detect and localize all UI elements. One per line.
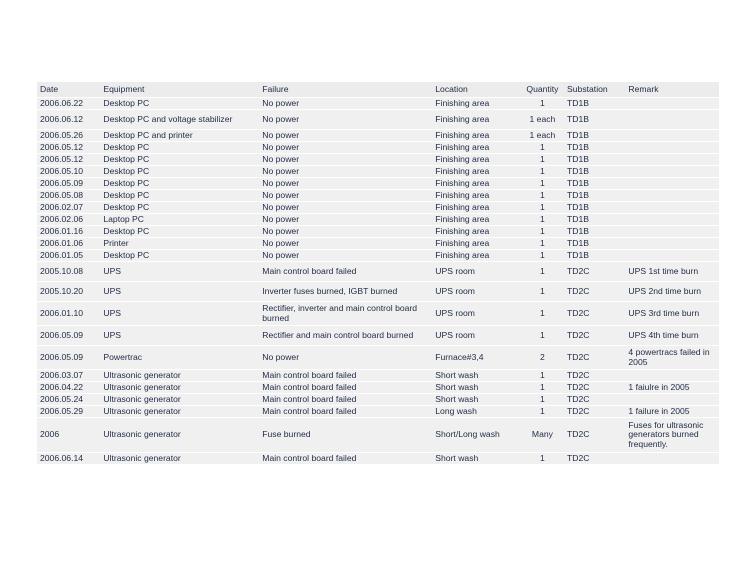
cell-remark (625, 238, 719, 249)
cell-location: Short/Long wash (432, 418, 521, 452)
cell-substation: TD2C (564, 394, 625, 405)
cell-equipment: Ultrasonic generator (100, 370, 259, 381)
cell-substation: TD1B (564, 178, 625, 189)
cell-equipment: Desktop PC and printer (100, 130, 259, 141)
cell-quantity: 1 (521, 166, 564, 177)
cell-equipment: UPS (100, 282, 259, 301)
cell-quantity: 1 each (521, 110, 564, 129)
table-row (37, 110, 719, 129)
cell-remark: 1 failure in 2005 (625, 406, 719, 417)
cell-date: 2006.05.09 (37, 326, 100, 345)
failure-log-table (37, 81, 719, 465)
header-quantity: Quantity (521, 82, 564, 97)
cell-remark (625, 190, 719, 201)
table-row (37, 394, 719, 405)
cell-substation: TD2C (564, 302, 625, 325)
cell-failure: No power (259, 98, 432, 109)
cell-date: 2006.02.06 (37, 214, 100, 225)
cell-failure: Main control board failed (259, 394, 432, 405)
cell-substation: TD2C (564, 406, 625, 417)
cell-failure: Main control board failed (259, 370, 432, 381)
cell-location: Finishing area (432, 142, 521, 153)
cell-substation: TD1B (564, 142, 625, 153)
cell-location: Finishing area (432, 98, 521, 109)
cell-quantity: 1 (521, 238, 564, 249)
cell-location: Finishing area (432, 238, 521, 249)
cell-failure: Main control board failed (259, 382, 432, 393)
cell-failure: Rectifier, inverter and main control board burned (259, 302, 432, 325)
table-header-row (37, 82, 719, 97)
cell-failure: Main control board failed (259, 453, 432, 464)
cell-failure: Main control board failed (259, 262, 432, 281)
cell-remark: UPS 1st time burn (625, 262, 719, 281)
cell-equipment: UPS (100, 262, 259, 281)
cell-quantity: 1 (521, 250, 564, 261)
cell-location: Furnace#3,4 (432, 346, 521, 369)
cell-substation: TD2C (564, 382, 625, 393)
cell-remark: Fuses for ultrasonic generators burned frequently. (625, 418, 719, 452)
header-date: Date (37, 82, 100, 97)
cell-failure: No power (259, 346, 432, 369)
header-equipment: Equipment (100, 82, 259, 97)
table-row (37, 326, 719, 345)
cell-quantity: 1 (521, 142, 564, 153)
cell-substation: TD1B (564, 190, 625, 201)
cell-failure: No power (259, 178, 432, 189)
cell-date: 2006 (37, 418, 100, 452)
cell-remark (625, 142, 719, 153)
cell-substation: TD2C (564, 326, 625, 345)
cell-date: 2006.05.09 (37, 346, 100, 369)
header-substation: Substation (564, 82, 625, 97)
cell-failure: No power (259, 154, 432, 165)
cell-substation: TD2C (564, 453, 625, 464)
cell-date: 2006.05.10 (37, 166, 100, 177)
cell-date: 2006.03.07 (37, 370, 100, 381)
cell-date: 2006.05.29 (37, 406, 100, 417)
cell-quantity: 1 (521, 302, 564, 325)
cell-equipment: Ultrasonic generator (100, 406, 259, 417)
table-row (37, 154, 719, 165)
cell-quantity: 1 (521, 370, 564, 381)
cell-date: 2006.06.14 (37, 453, 100, 464)
cell-remark (625, 110, 719, 129)
table-row (37, 282, 719, 301)
table-row (37, 250, 719, 261)
cell-equipment: Desktop PC and voltage stabilizer (100, 110, 259, 129)
cell-remark (625, 370, 719, 381)
table-row (37, 226, 719, 237)
cell-date: 2006.06.22 (37, 98, 100, 109)
table-row (37, 406, 719, 417)
cell-substation: TD1B (564, 226, 625, 237)
cell-date: 2006.05.26 (37, 130, 100, 141)
cell-equipment: Laptop PC (100, 214, 259, 225)
table-row (37, 370, 719, 381)
cell-location: Finishing area (432, 226, 521, 237)
cell-quantity: 1 (521, 394, 564, 405)
cell-quantity: 1 (521, 282, 564, 301)
cell-failure: No power (259, 250, 432, 261)
cell-failure: No power (259, 202, 432, 213)
cell-substation: TD2C (564, 282, 625, 301)
cell-location: Finishing area (432, 130, 521, 141)
cell-failure: No power (259, 130, 432, 141)
table-row (37, 166, 719, 177)
cell-location: UPS room (432, 282, 521, 301)
table-row (37, 190, 719, 201)
cell-quantity: 1 (521, 178, 564, 189)
cell-remark (625, 250, 719, 261)
cell-quantity: 1 (521, 406, 564, 417)
cell-remark (625, 178, 719, 189)
cell-date: 2006.05.12 (37, 154, 100, 165)
cell-remark: 1 faiulre in 2005 (625, 382, 719, 393)
cell-quantity: 1 (521, 326, 564, 345)
cell-substation: TD2C (564, 346, 625, 369)
cell-location: UPS room (432, 302, 521, 325)
cell-quantity: 1 (521, 226, 564, 237)
cell-failure: No power (259, 166, 432, 177)
cell-equipment: Desktop PC (100, 226, 259, 237)
cell-substation: TD1B (564, 154, 625, 165)
cell-location: UPS room (432, 326, 521, 345)
cell-location: Short wash (432, 453, 521, 464)
table-row (37, 202, 719, 213)
cell-date: 2005.10.08 (37, 262, 100, 281)
cell-remark (625, 394, 719, 405)
failure-log-table-container (37, 81, 719, 465)
cell-date: 2006.06.12 (37, 110, 100, 129)
cell-quantity: Many (521, 418, 564, 452)
cell-date: 2006.01.06 (37, 238, 100, 249)
cell-location: Finishing area (432, 214, 521, 225)
cell-quantity: 1 (521, 214, 564, 225)
cell-equipment: Desktop PC (100, 190, 259, 201)
cell-equipment: Printer (100, 238, 259, 249)
cell-location: Short wash (432, 370, 521, 381)
cell-remark (625, 98, 719, 109)
cell-location: Finishing area (432, 154, 521, 165)
cell-date: 2006.05.12 (37, 142, 100, 153)
cell-location: Finishing area (432, 190, 521, 201)
cell-equipment: Desktop PC (100, 178, 259, 189)
cell-quantity: 2 (521, 346, 564, 369)
cell-equipment: Desktop PC (100, 202, 259, 213)
cell-quantity: 1 (521, 262, 564, 281)
cell-quantity: 1 (521, 98, 564, 109)
cell-failure: No power (259, 214, 432, 225)
cell-equipment: Ultrasonic generator (100, 382, 259, 393)
cell-date: 2006.05.09 (37, 178, 100, 189)
table-row (37, 262, 719, 281)
cell-remark (625, 226, 719, 237)
cell-failure: Fuse burned (259, 418, 432, 452)
table-row (37, 142, 719, 153)
cell-quantity: 1 (521, 190, 564, 201)
table-row (37, 418, 719, 452)
cell-remark: 4 powertracs failed in 2005 (625, 346, 719, 369)
cell-quantity: 1 each (521, 130, 564, 141)
cell-failure: No power (259, 110, 432, 129)
cell-remark (625, 154, 719, 165)
cell-equipment: Desktop PC (100, 250, 259, 261)
cell-quantity: 1 (521, 453, 564, 464)
header-location: Location (432, 82, 521, 97)
cell-location: UPS room (432, 262, 521, 281)
cell-location: Finishing area (432, 178, 521, 189)
cell-location: Finishing area (432, 202, 521, 213)
table-row (37, 238, 719, 249)
cell-equipment: UPS (100, 326, 259, 345)
cell-substation: TD1B (564, 238, 625, 249)
table-row (37, 214, 719, 225)
cell-failure: No power (259, 238, 432, 249)
cell-date: 2006.04.22 (37, 382, 100, 393)
cell-substation: TD1B (564, 250, 625, 261)
cell-equipment: Ultrasonic generator (100, 418, 259, 452)
table-row (37, 98, 719, 109)
cell-failure: No power (259, 190, 432, 201)
table-row (37, 130, 719, 141)
cell-quantity: 1 (521, 202, 564, 213)
cell-substation: TD1B (564, 98, 625, 109)
cell-remark (625, 214, 719, 225)
table-row (37, 453, 719, 464)
cell-remark: UPS 3rd time burn (625, 302, 719, 325)
cell-date: 2006.05.24 (37, 394, 100, 405)
cell-location: Short wash (432, 382, 521, 393)
cell-quantity: 1 (521, 382, 564, 393)
cell-date: 2006.01.05 (37, 250, 100, 261)
cell-remark: UPS 2nd time burn (625, 282, 719, 301)
cell-remark (625, 130, 719, 141)
cell-failure: Rectifier and main control board burned (259, 326, 432, 345)
cell-failure: Main control board failed (259, 406, 432, 417)
cell-substation: TD1B (564, 202, 625, 213)
cell-location: Finishing area (432, 110, 521, 129)
cell-equipment: UPS (100, 302, 259, 325)
cell-equipment: Ultrasonic generator (100, 394, 259, 405)
cell-equipment: Desktop PC (100, 154, 259, 165)
cell-equipment: Desktop PC (100, 166, 259, 177)
cell-substation: TD2C (564, 370, 625, 381)
cell-remark: UPS 4th time burn (625, 326, 719, 345)
cell-location: Long wash (432, 406, 521, 417)
cell-substation: TD1B (564, 214, 625, 225)
cell-remark (625, 202, 719, 213)
table-row (37, 346, 719, 369)
cell-location: Finishing area (432, 166, 521, 177)
cell-substation: TD1B (564, 130, 625, 141)
cell-substation: TD1B (564, 110, 625, 129)
cell-quantity: 1 (521, 154, 564, 165)
table-row (37, 178, 719, 189)
cell-substation: TD2C (564, 418, 625, 452)
cell-location: Finishing area (432, 250, 521, 261)
cell-date: 2005.10.20 (37, 282, 100, 301)
cell-substation: TD2C (564, 262, 625, 281)
cell-date: 2006.02.07 (37, 202, 100, 213)
header-remark: Remark (625, 82, 719, 97)
header-failure: Failure (259, 82, 432, 97)
cell-failure: No power (259, 226, 432, 237)
cell-failure: No power (259, 142, 432, 153)
table-row (37, 302, 719, 325)
cell-date: 2006.01.10 (37, 302, 100, 325)
cell-location: Short wash (432, 394, 521, 405)
cell-failure: Inverter fuses burned, IGBT burned (259, 282, 432, 301)
cell-remark (625, 453, 719, 464)
cell-date: 2006.05.08 (37, 190, 100, 201)
table-row (37, 382, 719, 393)
cell-equipment: Powertrac (100, 346, 259, 369)
cell-date: 2006.01.16 (37, 226, 100, 237)
cell-substation: TD1B (564, 166, 625, 177)
cell-equipment: Ultrasonic generator (100, 453, 259, 464)
cell-remark (625, 166, 719, 177)
cell-equipment: Desktop PC (100, 98, 259, 109)
cell-equipment: Desktop PC (100, 142, 259, 153)
